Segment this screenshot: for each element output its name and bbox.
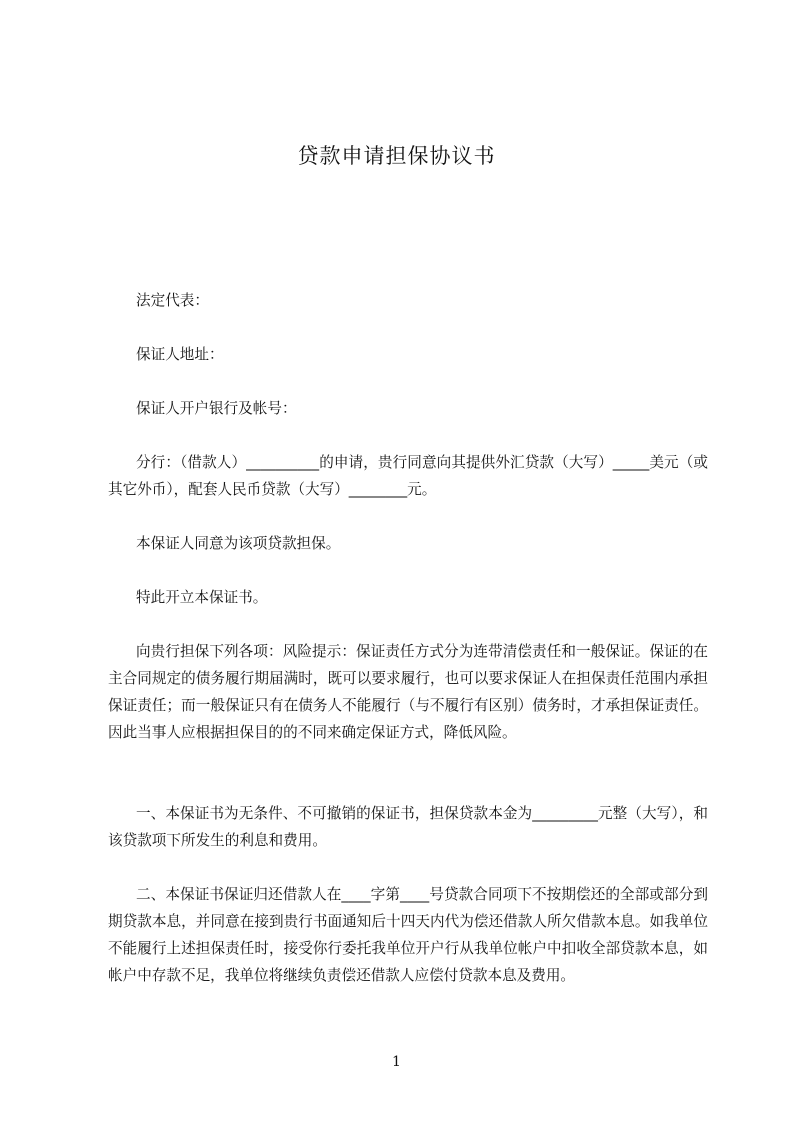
paragraph-guarantor-bank-account: 保证人开户银行及帐号： [136,400,297,417]
paragraph-guarantee-consent: 本保证人同意为该项贷款担保。 [136,535,341,552]
paragraph-risk-warning: 向贵行担保下列各项：风险提示：保证责任方式分为连带清偿责任和一般保证。保证的在主合同规定的债务履行期届满时，既可以要求履行，也可以要求保证人在担保责任范围内承担保证责任；而一般保证只有在债务人不能履行（与不履行有区别）债务时，才承担保证责任。因此当事人应根据担保目的的不同来确定保证方式，降低风险。 [108,643,708,741]
document-title: 贷款申请担保协议书 [297,144,496,168]
paragraph-legal-representative: 法定代表： [136,292,209,309]
paragraph-issuance-statement: 特此开立本保证书。 [136,589,268,606]
paragraph-guarantor-address: 保证人地址： [136,346,224,363]
paragraph-loan-application: 分行：（借款人）__________的申请，贵行同意向其提供外汇贷款（大写）_____美元（或其它外币），配套人民币贷款（大写）________元。 [108,454,708,498]
page-number: 1 [392,1054,401,1070]
paragraph-clause-one: 一、本保证书为无条件、不可撤销的保证书，担保贷款本金为_________元整（大写），和该贷款项下所发生的利息和费用。 [108,805,708,849]
paragraph-clause-two: 二、本保证书保证归还借款人在____字第____号贷款合同项下不按期偿还的全部或部分到期贷款本息，并同意在接到贵行书面通知后十四天内代为偿还借款人所欠借款本息。如我单位不能履行上述担保责任时，接受你行委托我单位开户行从我单位帐户中扣收全部贷款本息，如帐户中存款不足，我单位将继续负责偿还借款人应偿付贷款本息及费用。 [108,886,708,984]
